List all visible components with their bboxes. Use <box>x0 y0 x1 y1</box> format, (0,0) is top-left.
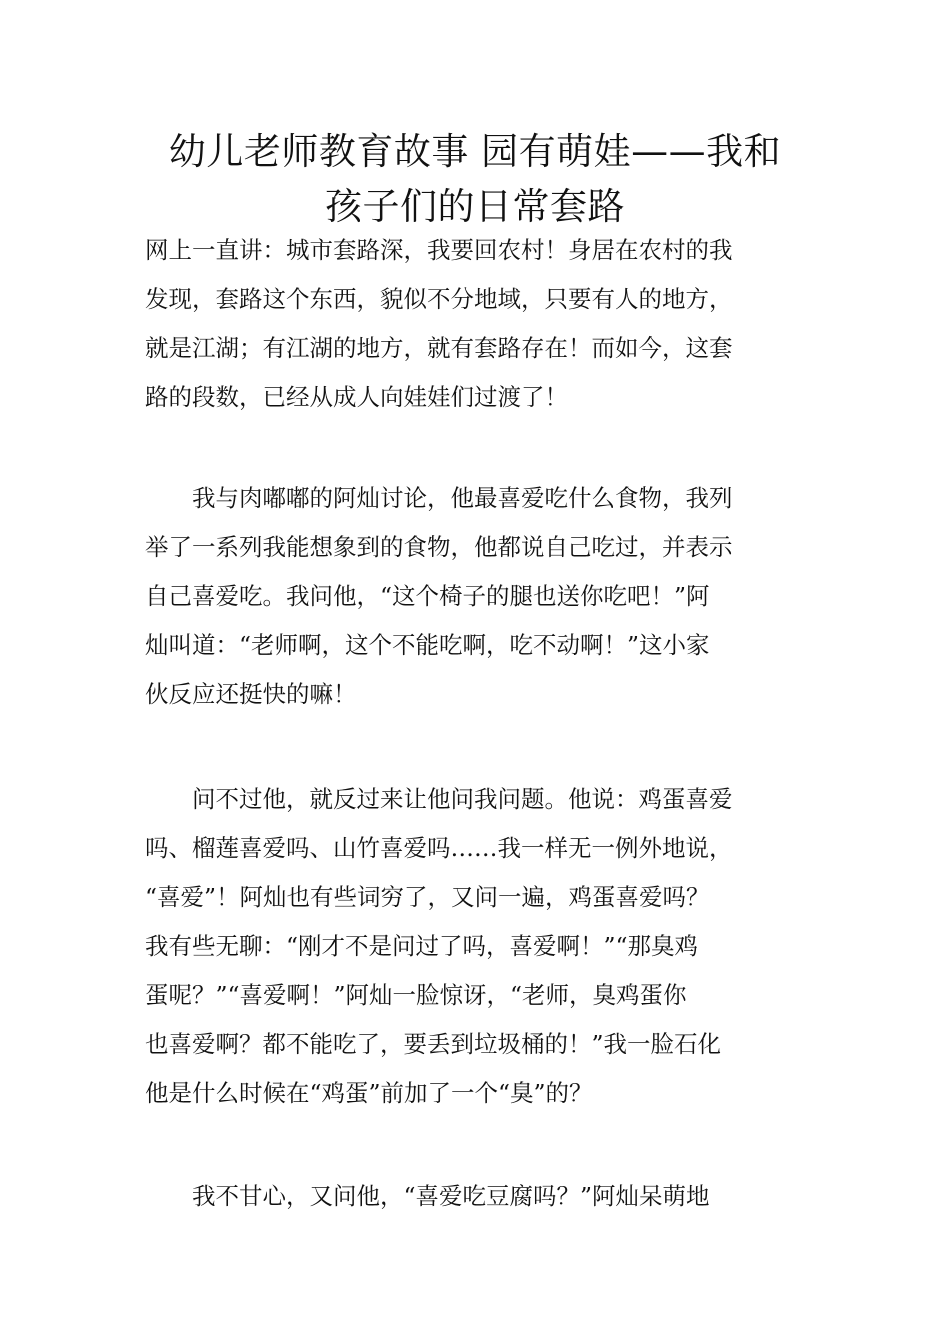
paragraph-egg-question <box>145 775 810 1118</box>
text-line: 他是什么时候在“鸡蛋”前加了一个“臭”的？ <box>145 1079 593 1107</box>
text-line: 举了一系列我能想象到的食物，他都说自己吃过，并表示 <box>145 533 733 561</box>
title-line: 幼儿老师教育故事 园有萌娃——我和 <box>168 130 782 173</box>
title-line: 孩子们的日常套路 <box>325 185 625 228</box>
text-line: 也喜爱啊？都不能吃了，要丢到垃圾桶的！”我一脸石化 <box>145 1030 722 1058</box>
text-line: 就是江湖；有江湖的地方，就有套路存在！而如今，这套 <box>145 334 733 362</box>
text-line: 吗、榴莲喜爱吗、山竹喜爱吗……我一样无一例外地说， <box>145 834 733 862</box>
text-line: 路的段数，已经从成人向娃娃们过渡了！ <box>145 383 568 411</box>
paragraph-intro <box>145 226 810 422</box>
text-line: 自己喜爱吃。我问他，“这个椅子的腿也送你吃吧！”阿 <box>145 582 710 610</box>
text-line: 我有些无聊：“刚才不是问过了吗，喜爱啊！”“那臭鸡 <box>145 932 699 960</box>
text-line: 灿叫道：“老师啊，这个不能吃啊，吃不动啊！”这小家 <box>145 631 710 659</box>
text-line: 发现，套路这个东西，貌似不分地域，只要有人的地方， <box>145 285 733 313</box>
paragraph-tofu-question <box>145 1172 810 1221</box>
text-line: 网上一直讲：城市套路深，我要回农村！身居在农村的我 <box>145 236 733 264</box>
paragraph-food-discussion <box>145 474 810 719</box>
text-line: 蛋呢？”“喜爱啊！”阿灿一脸惊讶，“老师，臭鸡蛋你 <box>145 981 687 1009</box>
document-title <box>145 124 805 234</box>
text-line: 我与肉嘟嘟的阿灿讨论，他最喜爱吃什么食物，我列 <box>145 484 733 512</box>
text-line: 我不甘心，又问他，“喜爱吃豆腐吗？”阿灿呆萌地 <box>145 1182 710 1210</box>
text-line: “喜爱”！阿灿也有些词穷了，又问一遍，鸡蛋喜爱吗？ <box>145 883 710 911</box>
text-line: 问不过他，就反过来让他问我问题。他说：鸡蛋喜爱 <box>145 785 733 813</box>
text-line: 伙反应还挺快的嘛！ <box>145 680 357 708</box>
